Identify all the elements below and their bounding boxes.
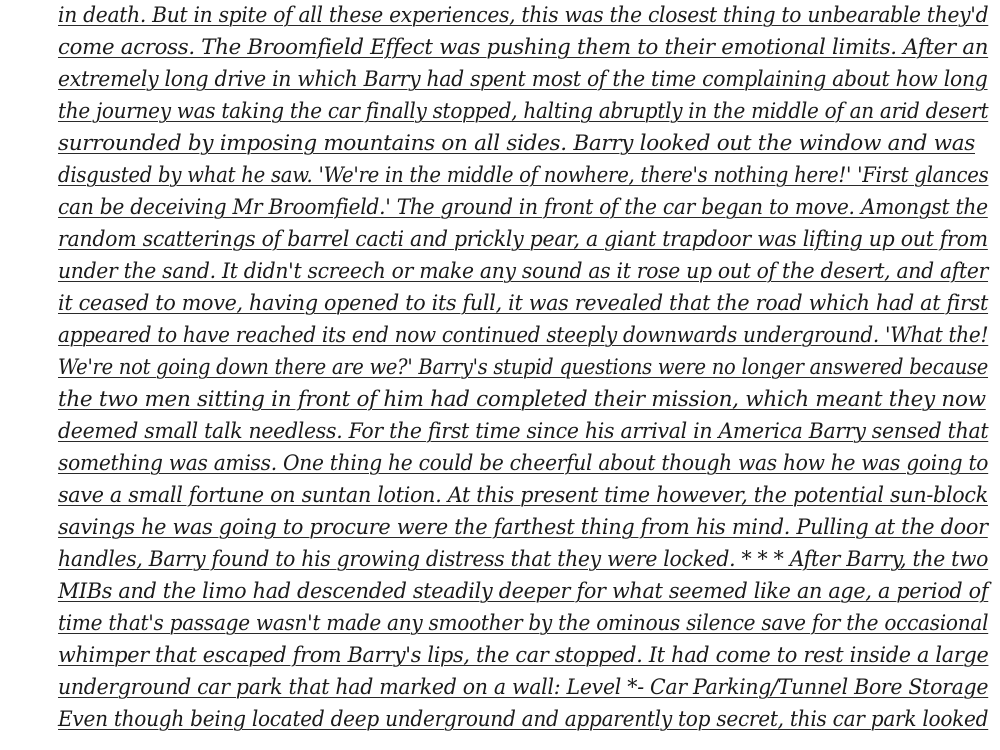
text-line: come across. The Broomfield Effect was pushing them to their emotional limits. After an	[58, 35, 989, 60]
text-line: time that's passage wasn't made any smoother by the ominous silence save for the occasional	[58, 611, 989, 636]
text-line: MIBs and the limo had descended steadily deeper for what seemed like an age, a period of	[58, 579, 989, 604]
text-line: Even though being located deep underground and apparently top secret, this car park looked	[58, 707, 989, 732]
text-line: appeared to have reached its end now continued steeply downwards underground. 'What the!	[58, 323, 989, 348]
text-line: the journey was taking the car finally stopped, halting abruptly in the middle of an arid desert	[58, 99, 989, 124]
text-line: disgusted by what he saw. 'We're in the middle of nowhere, there's nothing here!' 'First glances	[58, 163, 989, 188]
text-line: in death. But in spite of all these experiences, this was the closest thing to unbearable they'd	[58, 3, 989, 28]
text-line: can be deceiving Mr Broomfield.' The ground in front of the car began to move. Amongst the	[58, 195, 988, 220]
text-line: under the sand. It didn't screech or make any sound as it rose up out of the desert, and after	[58, 259, 989, 284]
text-line: extremely long drive in which Barry had spent most of the time complaining about how long	[58, 67, 988, 92]
text-line: it ceased to move, having opened to its full, it was revealed that the road which had at first	[58, 291, 989, 316]
text-line: handles, Barry found to his growing distress that they were locked. * * * After Barry, the two	[58, 547, 989, 572]
text-line: savings he was going to procure were the farthest thing from his mind. Pulling at the door	[58, 515, 988, 540]
text-line: deemed small talk needless. For the first time since his arrival in America Barry sensed that	[58, 419, 989, 444]
text-line: the two men sitting in front of him had completed their mission, which meant they now	[58, 387, 986, 412]
text-line: save a small fortune on suntan lotion. At this present time however, the potential sun-block	[58, 483, 988, 508]
text-line: whimper that escaped from Barry's lips, the car stopped. It had come to rest inside a large	[58, 643, 989, 668]
text-line: surrounded by imposing mountains on all sides. Barry looked out the window and was	[58, 131, 975, 156]
text-line: something was amiss. One thing he could be cheerful about though was how he was going to	[58, 451, 989, 476]
text-line: random scatterings of barrel cacti and prickly pear, a giant trapdoor was lifting up out from	[58, 227, 988, 252]
text-line: We're not going down there are we?' Barry's stupid questions were no longer answered because	[58, 355, 989, 380]
text-line: underground car park that had marked on a wall: Level *- Car Parking/Tunnel Bore Storage	[58, 675, 989, 700]
